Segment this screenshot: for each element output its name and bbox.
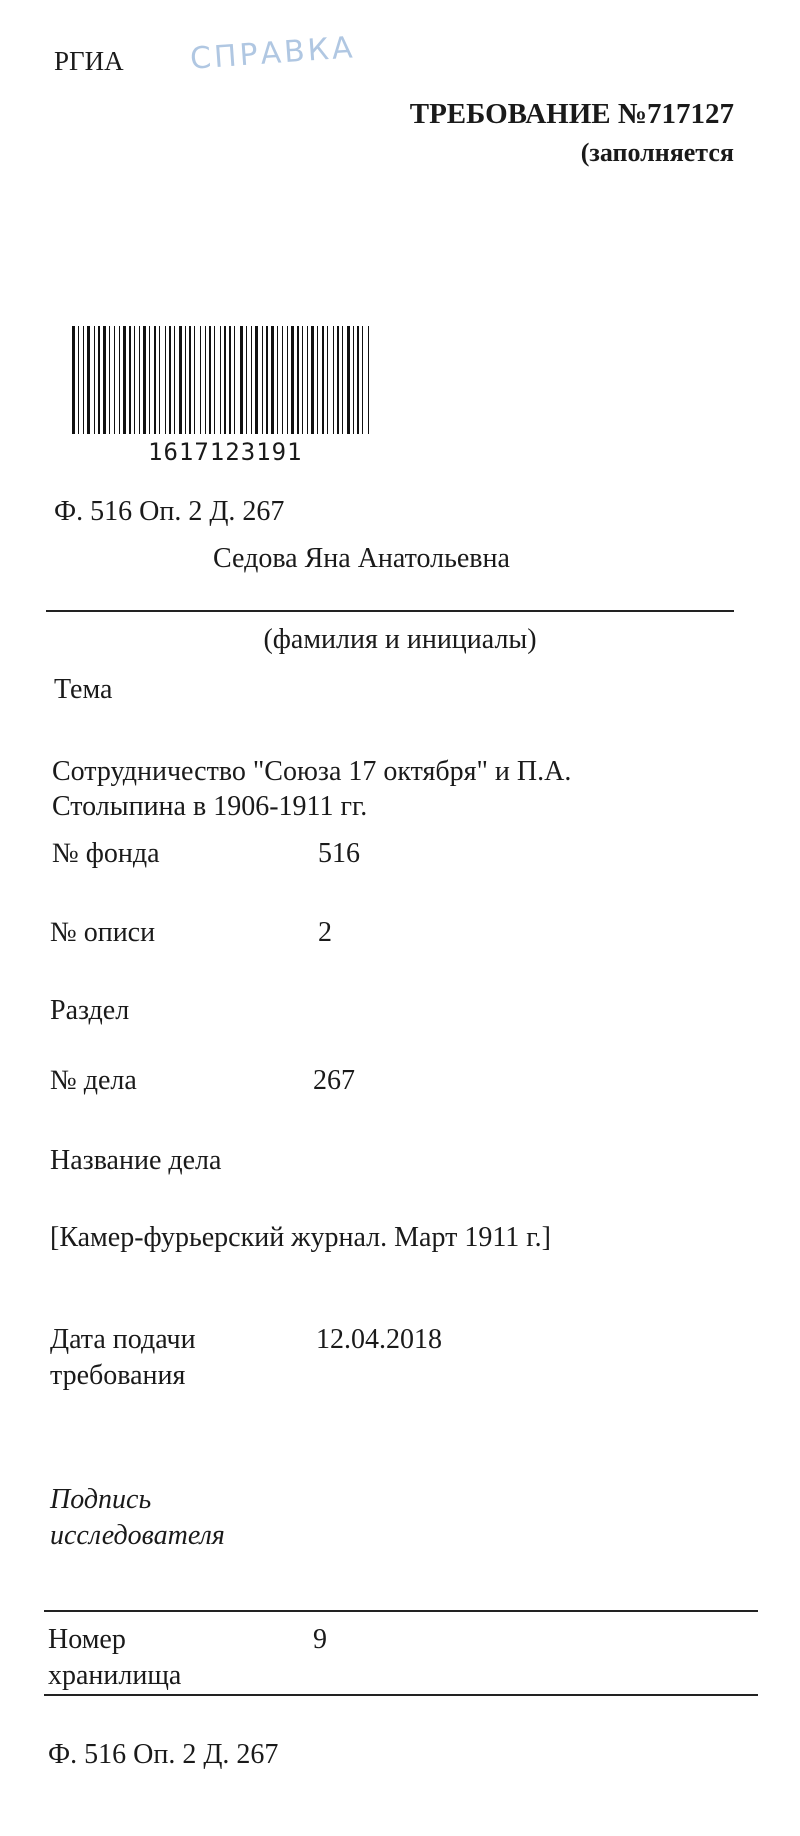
barcode-image: [72, 326, 372, 434]
topic-line-1: Сотрудничество "Союза 17 октября" и П.А.: [52, 756, 572, 787]
researcher-caption: (фамилия и инициалы): [263, 624, 537, 655]
storage-bottom-divider: [44, 1694, 758, 1696]
delo-title-label: Название дела: [50, 1145, 222, 1176]
topic-line-2: Столыпина в 1906-1911 гг.: [52, 791, 368, 822]
archive-name: РГИА: [54, 46, 124, 76]
fond-value: 516: [318, 838, 360, 869]
fond-label: № фонда: [52, 838, 160, 869]
archive-reference-top: Ф. 516 Оп. 2 Д. 267: [54, 496, 285, 527]
name-divider: [46, 610, 734, 612]
requisition-subtitle: (заполняется: [580, 138, 734, 167]
storage-top-divider: [44, 1610, 758, 1612]
archive-reference-bottom: Ф. 516 Оп. 2 Д. 267: [48, 1739, 279, 1770]
researcher-name: Седова Яна Анатольевна: [213, 543, 510, 574]
signature-label-line-2: исследователя: [50, 1520, 225, 1551]
blue-stamp: СПРАВКА: [188, 30, 357, 77]
opis-value: 2: [318, 917, 332, 948]
signature-label-line-1: Подпись: [50, 1484, 152, 1515]
topic-label: Тема: [54, 674, 113, 705]
date-label-line-2: требования: [50, 1360, 186, 1391]
date-value: 12.04.2018: [316, 1324, 442, 1355]
opis-label: № описи: [50, 917, 156, 948]
storage-value: 9: [313, 1624, 327, 1655]
requisition-title: ТРЕБОВАНИЕ №717127: [409, 98, 734, 130]
storage-label-line-1: Номер: [48, 1624, 126, 1655]
delo-title-value: [Камер-фурьерский журнал. Март 1911 г.]: [50, 1222, 551, 1253]
date-label-line-1: Дата подачи: [50, 1324, 196, 1355]
delo-value: 267: [313, 1065, 355, 1096]
storage-label-line-2: хранилища: [48, 1660, 182, 1691]
barcode-number: 1617123191: [148, 438, 303, 466]
razdel-label: Раздел: [50, 995, 130, 1026]
delo-label: № дела: [50, 1065, 137, 1096]
